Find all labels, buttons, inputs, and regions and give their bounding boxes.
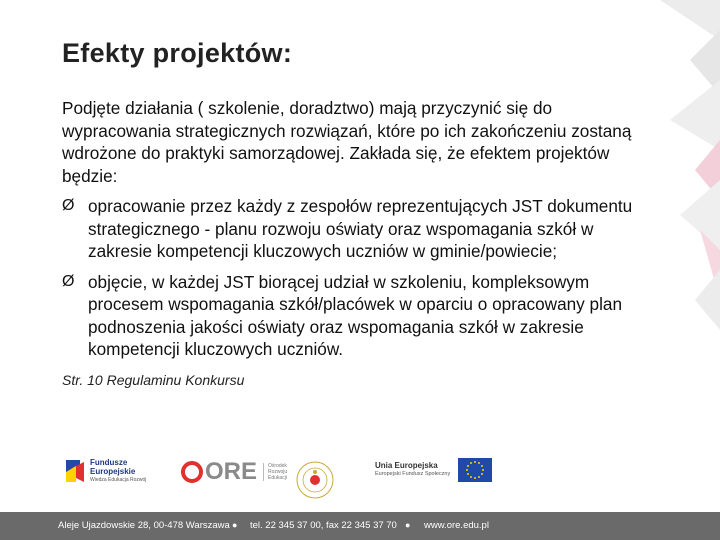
seal-logo bbox=[295, 458, 335, 502]
source-note: Str. 10 Regulaminu Konkursu bbox=[62, 371, 245, 388]
fundusze-europejskie-logo bbox=[66, 458, 146, 485]
logo-bar bbox=[60, 458, 660, 504]
footer-bar bbox=[0, 512, 720, 540]
list-item-text: opracowanie przez każdy z zespołów reprezentujących JST dokumentu strategicznego - planu rozwoju oświaty oraz wspomagania szkół w zakresie kompetencji kluczowych uczniów w gminie/powiecie; bbox=[88, 196, 633, 261]
list-item-text: objęcie, w każdej JST biorącej udział w szkoleniu, kompleksowym procesem wspomagania szkół/placówek w oparciu o opracowany plan podnoszenia jakości oświaty oraz wspomagania szkół w zakresie kompetencji kluczowych uczniów. bbox=[88, 271, 623, 359]
ore-sub3: Edukacji bbox=[268, 475, 287, 481]
footer-separator: ● bbox=[405, 520, 411, 530]
fe-line2: Europejskie bbox=[90, 467, 136, 476]
fe-mark-icon bbox=[66, 460, 86, 484]
page-title: Efekty projektów: bbox=[62, 38, 293, 68]
footer-address: Aleje Ujazdowskie 28, 00-478 Warszawa bbox=[58, 520, 230, 531]
arrow-bullet-icon: Ø bbox=[62, 272, 75, 290]
content-body bbox=[62, 97, 662, 391]
ore-sub2: Rozwoju bbox=[268, 469, 288, 475]
intro-paragraph: Podjęte działania ( szkolenie, doradztwo) mają przyczynić się do wypracowania strategicznych rozwiązań, które po ich zakończeniu zostaną wdrożone do praktyki samorządowej. Zakłada się, że efektem projektów będzie: bbox=[62, 98, 632, 186]
arrow-bullet-icon: Ø bbox=[62, 197, 75, 214]
ore-text: ORE bbox=[205, 458, 258, 485]
list-item bbox=[62, 271, 662, 361]
fe-line1: Fundusze bbox=[90, 458, 128, 467]
eu-flag-icon bbox=[458, 458, 492, 482]
ue-line1: Unia Europejska bbox=[375, 461, 438, 470]
ore-circle-icon bbox=[180, 460, 204, 484]
fe-line3: Wiedza Edukacja Rozwój bbox=[90, 477, 147, 483]
ore-logo bbox=[180, 458, 287, 486]
unia-europejska-logo bbox=[375, 458, 492, 482]
ue-line2: Europejski Fundusz Społeczny bbox=[375, 471, 451, 477]
ore-sub1: Ośrodek bbox=[268, 463, 287, 469]
footer-separator: ● bbox=[232, 520, 238, 530]
seal-icon bbox=[295, 458, 335, 502]
footer-web-link[interactable]: www.ore.edu.pl bbox=[424, 520, 489, 531]
list-item bbox=[62, 195, 662, 263]
footer-phone: tel. 22 345 37 00, fax 22 345 37 70 bbox=[250, 520, 397, 531]
